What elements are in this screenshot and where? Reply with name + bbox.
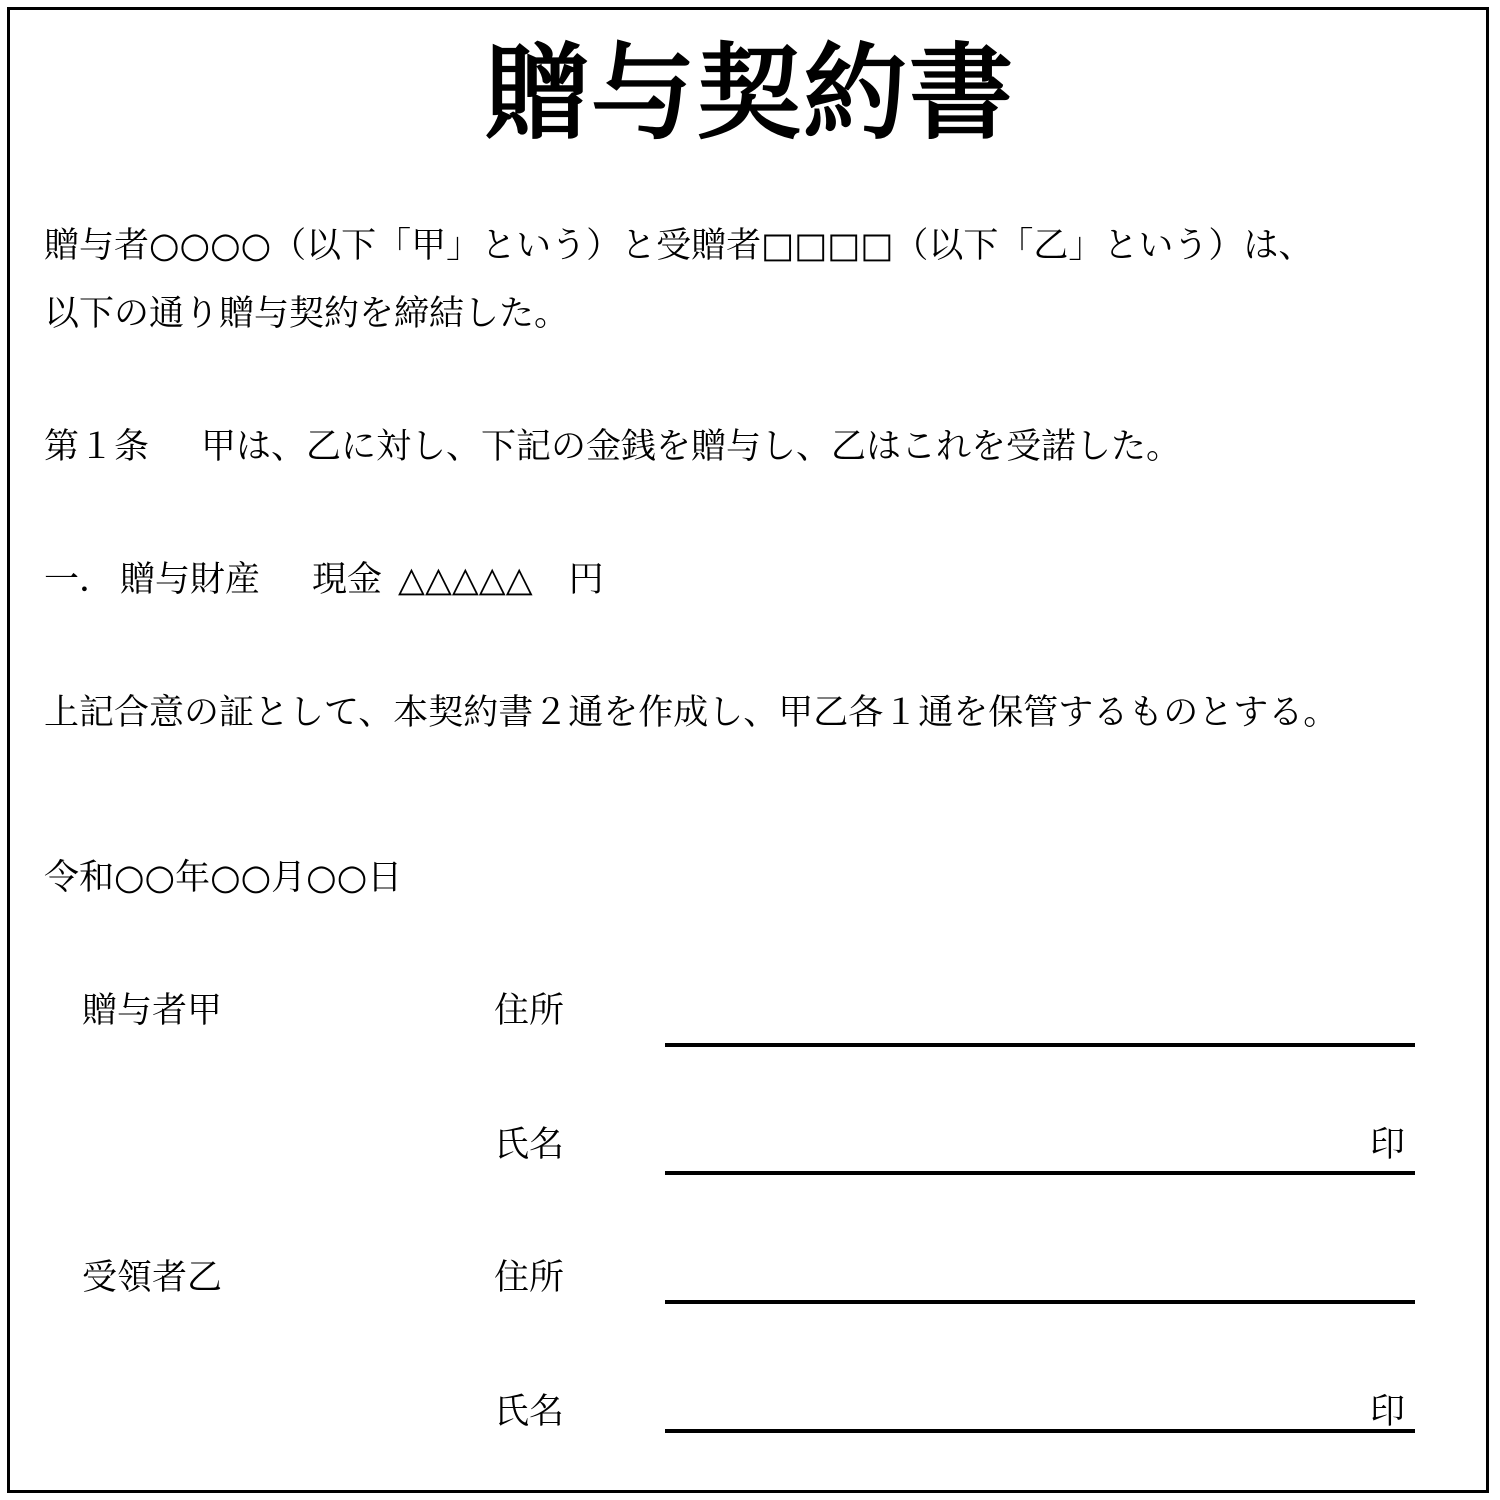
recipient-seal-mark: 印: [1370, 1392, 1406, 1432]
intro-line-1: 贈与者○○○○（以下「甲」という）と受贈者□□□□（以下「乙」という）は、: [44, 226, 1314, 266]
recipient-address-line: [665, 1300, 1415, 1304]
donor-name-label: 氏名: [494, 1125, 565, 1165]
donor-address-label: 住所: [494, 991, 565, 1031]
article-1: [44, 425, 1181, 469]
property-amount: △△△△△: [398, 560, 533, 600]
document-title: 贈与契約書: [484, 32, 1015, 154]
property-item: 現金: [312, 560, 383, 600]
recipient-name-line: [665, 1429, 1415, 1433]
closing-clause: 上記合意の証として、本契約書２通を作成し、甲乙各１通を保管するものとする。: [44, 693, 1339, 733]
article-1-heading: 第１条: [44, 427, 150, 467]
article-1-text: 甲は、乙に対し、下記の金銭を贈与し、乙はこれを受諾した。: [201, 427, 1182, 467]
property-label: 贈与財産: [120, 560, 261, 600]
property-marker: 一．: [44, 560, 115, 600]
recipient-role-label: 受領者乙: [82, 1258, 223, 1298]
donor-role-label: 贈与者甲: [82, 991, 223, 1031]
donor-seal-mark: 印: [1370, 1125, 1406, 1165]
gift-property-line: [44, 558, 604, 602]
property-unit: 円: [568, 560, 604, 600]
recipient-name-label: 氏名: [494, 1392, 565, 1432]
donor-address-line: [665, 1043, 1415, 1047]
donor-name-line: [665, 1171, 1415, 1175]
contract-date: 令和○○年○○月○○日: [44, 858, 403, 898]
recipient-address-label: 住所: [494, 1258, 565, 1298]
intro-line-2: 以下の通り贈与契約を締結した。: [44, 294, 570, 334]
